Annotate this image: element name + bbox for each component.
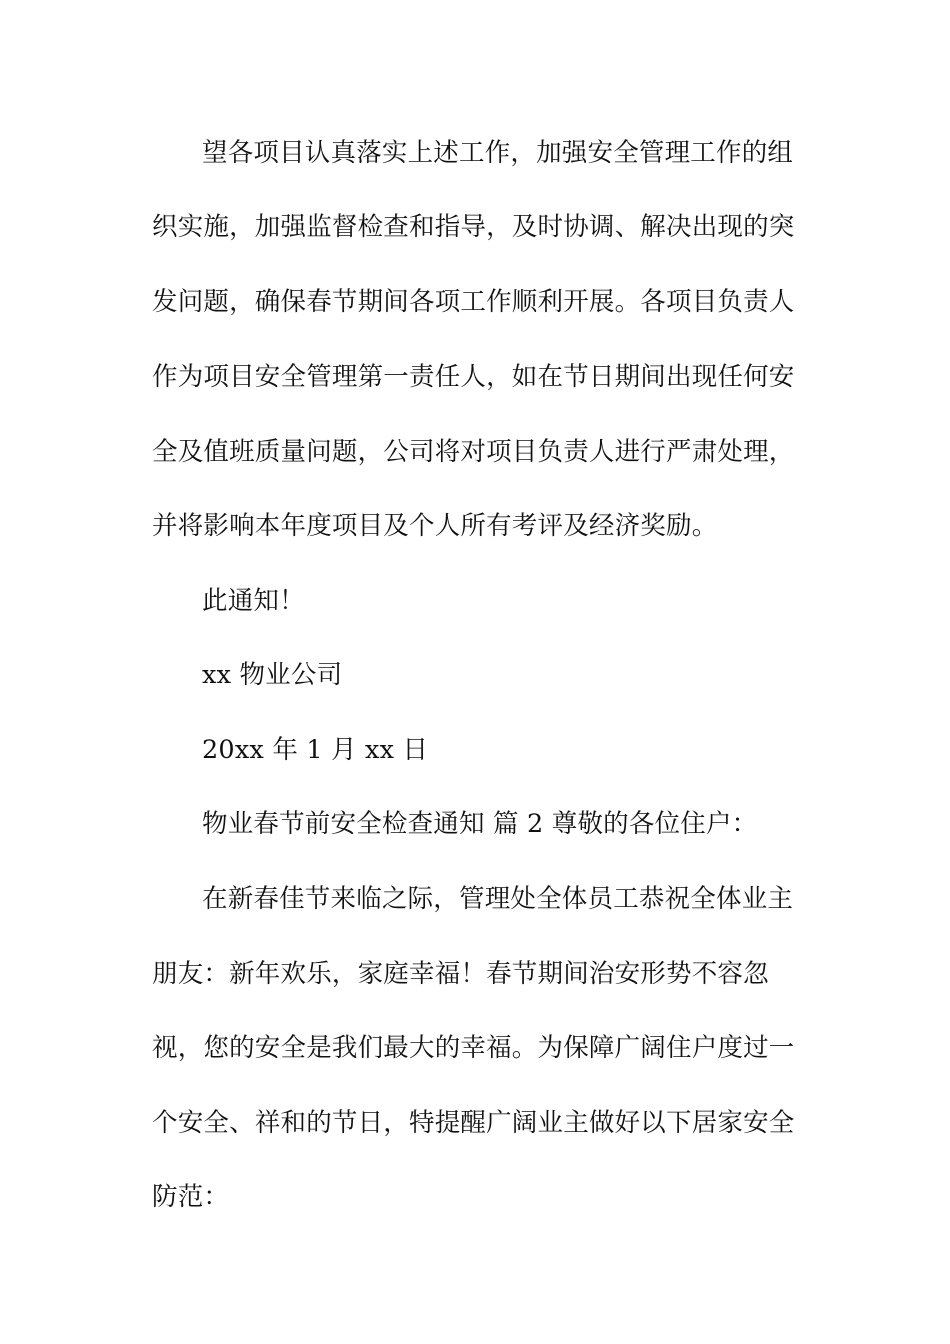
paragraph-1-line-3: 发问题，确保春节期间各项工作顺利开展。各项目负责人 bbox=[152, 287, 795, 317]
paragraph-2-line-1: 在新春佳节来临之际，管理处全体员工恭祝全体业主 bbox=[202, 884, 794, 914]
paragraph-1-line-4: 作为项目安全管理第一责任人，如在节日期间出现任何安 bbox=[152, 362, 795, 392]
paragraph-2-line-4: 个安全、祥和的节日，特提醒广阔业主做好以下居家安全 bbox=[152, 1108, 795, 1138]
paragraph-2-line-3: 视，您的安全是我们最大的幸福。为保障广阔住户度过一 bbox=[152, 1033, 795, 1063]
paragraph-1-line-5: 全及值班质量问题，公司将对项目负责人进行严肃处理， bbox=[152, 437, 795, 467]
section-heading: 物业春节前安全检查通知 篇 2 尊敬的各位住户： bbox=[202, 809, 758, 839]
company-name: xx 物业公司 bbox=[202, 660, 343, 690]
paragraph-1-line-2: 织实施，加强监督检查和指导，及时协调、解决出现的突 bbox=[152, 212, 795, 242]
paragraph-2-line-5: 防范： bbox=[152, 1182, 230, 1212]
paragraph-1-line-1: 望各项目认真落实上述工作，加强安全管理工作的组 bbox=[202, 138, 794, 168]
document-date: 20xx 年 1 月 xx 日 bbox=[202, 735, 429, 765]
closing-line: 此通知！ bbox=[202, 586, 305, 616]
paragraph-2-line-2: 朋友：新年欢乐，家庭幸福！春节期间治安形势不容忽 bbox=[152, 959, 769, 989]
paragraph-1-line-6: 并将影响本年度项目及个人所有考评及经济奖励。 bbox=[152, 511, 718, 541]
